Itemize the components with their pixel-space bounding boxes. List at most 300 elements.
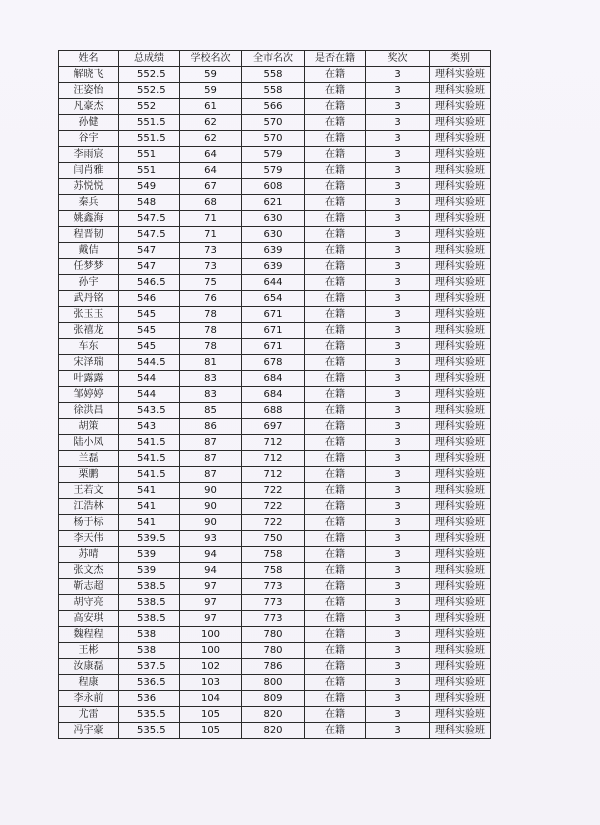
- table-row: [59, 643, 491, 659]
- cell-enrollment-status: 在籍: [305, 99, 366, 115]
- cell-city-rank: 644: [242, 275, 305, 291]
- cell-total-score: 546: [119, 291, 180, 307]
- cell-school-rank: 97: [180, 611, 242, 627]
- cell-school-rank: 64: [180, 163, 242, 179]
- cell-total-score: 547.5: [119, 211, 180, 227]
- cell-award-level: 3: [366, 419, 430, 435]
- cell-school-rank: 64: [180, 147, 242, 163]
- cell-category: 理科实验班: [430, 483, 491, 499]
- cell-name: 孙健: [59, 115, 119, 131]
- cell-award-level: 3: [366, 403, 430, 419]
- cell-award-level: 3: [366, 259, 430, 275]
- table-row: [59, 467, 491, 483]
- cell-category: 理科实验班: [430, 339, 491, 355]
- header-award-level: 奖次: [366, 51, 430, 67]
- cell-school-rank: 62: [180, 131, 242, 147]
- cell-school-rank: 102: [180, 659, 242, 675]
- cell-school-rank: 78: [180, 339, 242, 355]
- cell-enrollment-status: 在籍: [305, 675, 366, 691]
- cell-name: 程康: [59, 675, 119, 691]
- cell-city-rank: 820: [242, 707, 305, 723]
- cell-category: 理科实验班: [430, 707, 491, 723]
- cell-name: 苏悦悦: [59, 179, 119, 195]
- cell-award-level: 3: [366, 83, 430, 99]
- cell-name: 车东: [59, 339, 119, 355]
- cell-category: 理科实验班: [430, 435, 491, 451]
- cell-city-rank: 570: [242, 131, 305, 147]
- cell-school-rank: 100: [180, 643, 242, 659]
- cell-award-level: 3: [366, 515, 430, 531]
- cell-enrollment-status: 在籍: [305, 291, 366, 307]
- cell-city-rank: 773: [242, 611, 305, 627]
- cell-city-rank: 712: [242, 467, 305, 483]
- cell-enrollment-status: 在籍: [305, 611, 366, 627]
- cell-city-rank: 712: [242, 435, 305, 451]
- cell-category: 理科实验班: [430, 99, 491, 115]
- cell-award-level: 3: [366, 179, 430, 195]
- cell-enrollment-status: 在籍: [305, 579, 366, 595]
- cell-name: 程晋韧: [59, 227, 119, 243]
- cell-city-rank: 558: [242, 83, 305, 99]
- cell-school-rank: 83: [180, 387, 242, 403]
- cell-enrollment-status: 在籍: [305, 179, 366, 195]
- cell-award-level: 3: [366, 627, 430, 643]
- cell-school-rank: 97: [180, 579, 242, 595]
- cell-award-level: 3: [366, 307, 430, 323]
- cell-category: 理科实验班: [430, 227, 491, 243]
- cell-category: 理科实验班: [430, 659, 491, 675]
- cell-name: 邹婷婷: [59, 387, 119, 403]
- cell-enrollment-status: 在籍: [305, 387, 366, 403]
- cell-enrollment-status: 在籍: [305, 627, 366, 643]
- cell-category: 理科实验班: [430, 419, 491, 435]
- cell-enrollment-status: 在籍: [305, 371, 366, 387]
- cell-category: 理科实验班: [430, 163, 491, 179]
- cell-enrollment-status: 在籍: [305, 643, 366, 659]
- cell-total-score: 547.5: [119, 227, 180, 243]
- cell-enrollment-status: 在籍: [305, 595, 366, 611]
- table-row: [59, 547, 491, 563]
- cell-total-score: 544: [119, 371, 180, 387]
- results-table: [58, 50, 491, 739]
- cell-award-level: 3: [366, 563, 430, 579]
- cell-total-score: 545: [119, 307, 180, 323]
- table-row: [59, 563, 491, 579]
- cell-category: 理科实验班: [430, 691, 491, 707]
- cell-category: 理科实验班: [430, 355, 491, 371]
- cell-name: 尤雷: [59, 707, 119, 723]
- table-row: [59, 499, 491, 515]
- cell-city-rank: 820: [242, 723, 305, 739]
- header-name: 姓名: [59, 51, 119, 67]
- cell-category: 理科实验班: [430, 515, 491, 531]
- cell-city-rank: 654: [242, 291, 305, 307]
- cell-name: 江浩林: [59, 499, 119, 515]
- cell-school-rank: 83: [180, 371, 242, 387]
- table-row: [59, 227, 491, 243]
- table-row: [59, 339, 491, 355]
- cell-category: 理科实验班: [430, 243, 491, 259]
- table-row: [59, 435, 491, 451]
- cell-category: 理科实验班: [430, 291, 491, 307]
- cell-total-score: 551: [119, 163, 180, 179]
- cell-total-score: 552.5: [119, 67, 180, 83]
- cell-category: 理科实验班: [430, 131, 491, 147]
- cell-category: 理科实验班: [430, 115, 491, 131]
- cell-name: 解晓飞: [59, 67, 119, 83]
- cell-total-score: 543: [119, 419, 180, 435]
- cell-enrollment-status: 在籍: [305, 723, 366, 739]
- table-row: [59, 291, 491, 307]
- cell-total-score: 551.5: [119, 115, 180, 131]
- cell-category: 理科实验班: [430, 195, 491, 211]
- cell-total-score: 543.5: [119, 403, 180, 419]
- cell-total-score: 535.5: [119, 707, 180, 723]
- cell-award-level: 3: [366, 339, 430, 355]
- table-row: [59, 723, 491, 739]
- header-category: 类别: [430, 51, 491, 67]
- cell-school-rank: 62: [180, 115, 242, 131]
- cell-total-score: 541.5: [119, 451, 180, 467]
- cell-award-level: 3: [366, 723, 430, 739]
- table-row: [59, 147, 491, 163]
- cell-award-level: 3: [366, 531, 430, 547]
- cell-school-rank: 87: [180, 467, 242, 483]
- cell-category: 理科实验班: [430, 371, 491, 387]
- cell-school-rank: 59: [180, 83, 242, 99]
- cell-enrollment-status: 在籍: [305, 227, 366, 243]
- cell-award-level: 3: [366, 99, 430, 115]
- cell-city-rank: 570: [242, 115, 305, 131]
- cell-name: 张文杰: [59, 563, 119, 579]
- cell-name: 王彬: [59, 643, 119, 659]
- cell-award-level: 3: [366, 499, 430, 515]
- cell-award-level: 3: [366, 67, 430, 83]
- cell-category: 理科实验班: [430, 627, 491, 643]
- cell-total-score: 541.5: [119, 467, 180, 483]
- cell-award-level: 3: [366, 147, 430, 163]
- cell-category: 理科实验班: [430, 547, 491, 563]
- table-row: [59, 531, 491, 547]
- cell-name: 戴佶: [59, 243, 119, 259]
- cell-award-level: 3: [366, 371, 430, 387]
- cell-award-level: 3: [366, 387, 430, 403]
- cell-total-score: 544: [119, 387, 180, 403]
- cell-enrollment-status: 在籍: [305, 419, 366, 435]
- header-city-rank: 全市名次: [242, 51, 305, 67]
- cell-city-rank: 750: [242, 531, 305, 547]
- cell-total-score: 539.5: [119, 531, 180, 547]
- cell-enrollment-status: 在籍: [305, 531, 366, 547]
- cell-enrollment-status: 在籍: [305, 339, 366, 355]
- cell-city-rank: 773: [242, 595, 305, 611]
- cell-award-level: 3: [366, 323, 430, 339]
- cell-total-score: 535.5: [119, 723, 180, 739]
- cell-city-rank: 684: [242, 371, 305, 387]
- cell-name: 苏晴: [59, 547, 119, 563]
- cell-total-score: 541: [119, 515, 180, 531]
- cell-name: 魏程程: [59, 627, 119, 643]
- cell-enrollment-status: 在籍: [305, 67, 366, 83]
- cell-name: 兰磊: [59, 451, 119, 467]
- cell-total-score: 539: [119, 547, 180, 563]
- cell-school-rank: 75: [180, 275, 242, 291]
- table-row: [59, 163, 491, 179]
- cell-name: 秦兵: [59, 195, 119, 211]
- table-row: [59, 83, 491, 99]
- table-row: [59, 595, 491, 611]
- cell-city-rank: 712: [242, 451, 305, 467]
- cell-award-level: 3: [366, 707, 430, 723]
- cell-award-level: 3: [366, 467, 430, 483]
- cell-name: 栗鹏: [59, 467, 119, 483]
- cell-school-rank: 61: [180, 99, 242, 115]
- table-row: [59, 387, 491, 403]
- cell-category: 理科实验班: [430, 307, 491, 323]
- cell-total-score: 545: [119, 339, 180, 355]
- cell-category: 理科实验班: [430, 387, 491, 403]
- cell-school-rank: 94: [180, 563, 242, 579]
- cell-category: 理科实验班: [430, 403, 491, 419]
- cell-city-rank: 558: [242, 67, 305, 83]
- cell-school-rank: 67: [180, 179, 242, 195]
- cell-enrollment-status: 在籍: [305, 131, 366, 147]
- cell-city-rank: 809: [242, 691, 305, 707]
- cell-school-rank: 104: [180, 691, 242, 707]
- cell-total-score: 547: [119, 259, 180, 275]
- cell-award-level: 3: [366, 211, 430, 227]
- table-body: [59, 67, 491, 739]
- cell-enrollment-status: 在籍: [305, 499, 366, 515]
- cell-city-rank: 773: [242, 579, 305, 595]
- cell-award-level: 3: [366, 483, 430, 499]
- header-total-score: 总成绩: [119, 51, 180, 67]
- cell-city-rank: 780: [242, 643, 305, 659]
- cell-total-score: 541: [119, 483, 180, 499]
- table-row: [59, 579, 491, 595]
- cell-name: 冯宇豪: [59, 723, 119, 739]
- cell-city-rank: 579: [242, 147, 305, 163]
- cell-total-score: 546.5: [119, 275, 180, 291]
- header-row: [59, 51, 491, 67]
- cell-category: 理科实验班: [430, 147, 491, 163]
- table-row: [59, 675, 491, 691]
- cell-school-rank: 73: [180, 243, 242, 259]
- cell-award-level: 3: [366, 691, 430, 707]
- cell-total-score: 541: [119, 499, 180, 515]
- cell-city-rank: 671: [242, 307, 305, 323]
- cell-name: 汝康磊: [59, 659, 119, 675]
- cell-school-rank: 85: [180, 403, 242, 419]
- table-row: [59, 371, 491, 387]
- table-header: [59, 51, 491, 67]
- cell-category: 理科实验班: [430, 579, 491, 595]
- cell-category: 理科实验班: [430, 323, 491, 339]
- cell-name: 谷宇: [59, 131, 119, 147]
- cell-enrollment-status: 在籍: [305, 707, 366, 723]
- cell-enrollment-status: 在籍: [305, 467, 366, 483]
- cell-city-rank: 639: [242, 243, 305, 259]
- cell-award-level: 3: [366, 131, 430, 147]
- cell-city-rank: 786: [242, 659, 305, 675]
- cell-enrollment-status: 在籍: [305, 211, 366, 227]
- cell-name: 靳志超: [59, 579, 119, 595]
- cell-school-rank: 105: [180, 723, 242, 739]
- cell-name: 张玉玉: [59, 307, 119, 323]
- table-row: [59, 99, 491, 115]
- cell-total-score: 547: [119, 243, 180, 259]
- table-row: [59, 179, 491, 195]
- cell-category: 理科实验班: [430, 723, 491, 739]
- cell-award-level: 3: [366, 595, 430, 611]
- table-row: [59, 659, 491, 675]
- cell-city-rank: 678: [242, 355, 305, 371]
- cell-school-rank: 59: [180, 67, 242, 83]
- cell-name: 汪姿怡: [59, 83, 119, 99]
- table-row: [59, 115, 491, 131]
- table-row: [59, 195, 491, 211]
- cell-school-rank: 94: [180, 547, 242, 563]
- cell-enrollment-status: 在籍: [305, 163, 366, 179]
- cell-category: 理科实验班: [430, 643, 491, 659]
- cell-name: 凡豪杰: [59, 99, 119, 115]
- cell-school-rank: 68: [180, 195, 242, 211]
- cell-category: 理科实验班: [430, 275, 491, 291]
- table-row: [59, 131, 491, 147]
- cell-total-score: 551.5: [119, 131, 180, 147]
- cell-enrollment-status: 在籍: [305, 195, 366, 211]
- cell-category: 理科实验班: [430, 179, 491, 195]
- cell-award-level: 3: [366, 659, 430, 675]
- cell-award-level: 3: [366, 435, 430, 451]
- cell-school-rank: 71: [180, 211, 242, 227]
- cell-enrollment-status: 在籍: [305, 691, 366, 707]
- cell-school-rank: 90: [180, 499, 242, 515]
- cell-school-rank: 105: [180, 707, 242, 723]
- cell-award-level: 3: [366, 115, 430, 131]
- cell-award-level: 3: [366, 275, 430, 291]
- table-row: [59, 707, 491, 723]
- table-row: [59, 211, 491, 227]
- cell-name: 武丹铭: [59, 291, 119, 307]
- cell-city-rank: 639: [242, 259, 305, 275]
- table-row: [59, 451, 491, 467]
- cell-school-rank: 71: [180, 227, 242, 243]
- cell-award-level: 3: [366, 195, 430, 211]
- cell-award-level: 3: [366, 611, 430, 627]
- cell-total-score: 538.5: [119, 611, 180, 627]
- cell-total-score: 545: [119, 323, 180, 339]
- table-row: [59, 67, 491, 83]
- cell-total-score: 552.5: [119, 83, 180, 99]
- cell-school-rank: 90: [180, 515, 242, 531]
- cell-school-rank: 93: [180, 531, 242, 547]
- cell-school-rank: 87: [180, 451, 242, 467]
- cell-enrollment-status: 在籍: [305, 307, 366, 323]
- cell-category: 理科实验班: [430, 259, 491, 275]
- cell-category: 理科实验班: [430, 499, 491, 515]
- cell-name: 李雨宸: [59, 147, 119, 163]
- cell-category: 理科实验班: [430, 467, 491, 483]
- cell-city-rank: 780: [242, 627, 305, 643]
- cell-total-score: 538: [119, 643, 180, 659]
- cell-name: 宋泽瑞: [59, 355, 119, 371]
- cell-award-level: 3: [366, 243, 430, 259]
- cell-school-rank: 100: [180, 627, 242, 643]
- cell-category: 理科实验班: [430, 563, 491, 579]
- cell-school-rank: 78: [180, 307, 242, 323]
- cell-award-level: 3: [366, 355, 430, 371]
- cell-school-rank: 97: [180, 595, 242, 611]
- cell-school-rank: 78: [180, 323, 242, 339]
- cell-city-rank: 630: [242, 211, 305, 227]
- header-school-rank: 学校名次: [180, 51, 242, 67]
- table-row: [59, 515, 491, 531]
- cell-enrollment-status: 在籍: [305, 451, 366, 467]
- cell-award-level: 3: [366, 675, 430, 691]
- cell-total-score: 544.5: [119, 355, 180, 371]
- cell-school-rank: 90: [180, 483, 242, 499]
- cell-award-level: 3: [366, 547, 430, 563]
- cell-name: 李永前: [59, 691, 119, 707]
- cell-enrollment-status: 在籍: [305, 147, 366, 163]
- cell-name: 张禧龙: [59, 323, 119, 339]
- cell-enrollment-status: 在籍: [305, 403, 366, 419]
- cell-school-rank: 73: [180, 259, 242, 275]
- cell-city-rank: 697: [242, 419, 305, 435]
- cell-total-score: 541.5: [119, 435, 180, 451]
- cell-enrollment-status: 在籍: [305, 547, 366, 563]
- cell-city-rank: 621: [242, 195, 305, 211]
- cell-total-score: 537.5: [119, 659, 180, 675]
- cell-city-rank: 758: [242, 547, 305, 563]
- table-row: [59, 483, 491, 499]
- cell-city-rank: 688: [242, 403, 305, 419]
- cell-category: 理科实验班: [430, 611, 491, 627]
- cell-award-level: 3: [366, 227, 430, 243]
- cell-city-rank: 722: [242, 483, 305, 499]
- cell-school-rank: 87: [180, 435, 242, 451]
- cell-enrollment-status: 在籍: [305, 323, 366, 339]
- cell-category: 理科实验班: [430, 675, 491, 691]
- table-row: [59, 403, 491, 419]
- cell-city-rank: 566: [242, 99, 305, 115]
- cell-name: 孙宇: [59, 275, 119, 291]
- cell-enrollment-status: 在籍: [305, 355, 366, 371]
- cell-award-level: 3: [366, 163, 430, 179]
- table-row: [59, 627, 491, 643]
- cell-name: 姚鑫海: [59, 211, 119, 227]
- cell-city-rank: 800: [242, 675, 305, 691]
- cell-city-rank: 671: [242, 339, 305, 355]
- cell-total-score: 538.5: [119, 595, 180, 611]
- table-row: [59, 323, 491, 339]
- cell-category: 理科实验班: [430, 211, 491, 227]
- cell-enrollment-status: 在籍: [305, 515, 366, 531]
- table-row: [59, 307, 491, 323]
- cell-name: 胡守亮: [59, 595, 119, 611]
- cell-enrollment-status: 在籍: [305, 563, 366, 579]
- table-row: [59, 419, 491, 435]
- cell-city-rank: 684: [242, 387, 305, 403]
- cell-award-level: 3: [366, 579, 430, 595]
- cell-name: 高安琪: [59, 611, 119, 627]
- cell-city-rank: 608: [242, 179, 305, 195]
- cell-school-rank: 81: [180, 355, 242, 371]
- cell-city-rank: 722: [242, 515, 305, 531]
- cell-total-score: 551: [119, 147, 180, 163]
- cell-city-rank: 630: [242, 227, 305, 243]
